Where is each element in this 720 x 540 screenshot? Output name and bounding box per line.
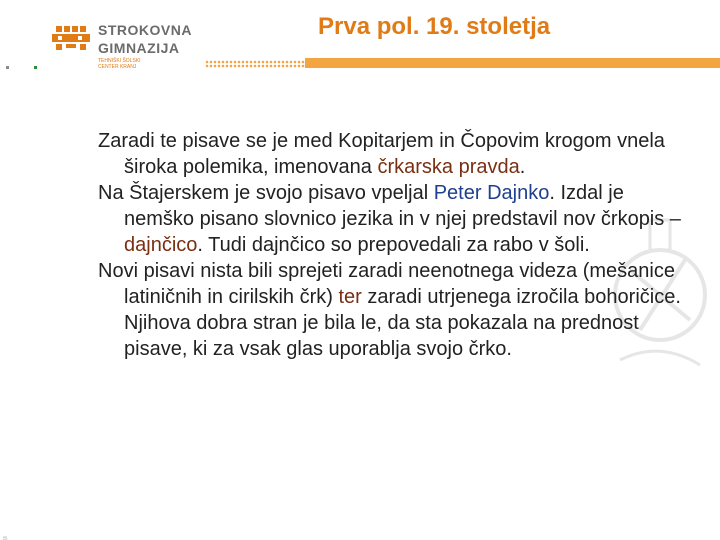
school-logo <box>50 18 210 78</box>
corner-dots-icon <box>4 64 40 72</box>
highlighted-term: črkarska pravda <box>377 156 520 178</box>
paragraph-text: Na Štajerskem je svojo pisavo vpeljal <box>98 182 434 204</box>
highlighted-term: ter <box>338 286 362 308</box>
logo-text-line1: STROKOVNA <box>98 22 192 38</box>
header-dotted-bar <box>205 60 305 68</box>
body-paragraph <box>98 128 688 180</box>
person-name: Peter Dajnko <box>433 182 550 204</box>
paragraph-text: . Izdal je nemško pisano slovnico jezika in v njej predstavil nov črkopis – <box>124 182 681 230</box>
paragraph-text: Zaradi te pisave se je med Kopitarjem in Čopovim krogom vnela široka polemika, imenovana <box>98 130 665 178</box>
header-solid-bar <box>305 58 720 68</box>
paragraph-text: Novi pisavi nista bili sprejeti zaradi neenotnega videza (mešanice latiničnih in cirilskih črk) <box>98 260 675 308</box>
paragraph-text: zaradi utrjenega izročila bohoričice. Njihova dobra stran je bila le, da sta pokazala na prednost pisave, ki za vsak glas uporablja svojo črko. <box>124 286 681 360</box>
body-paragraph <box>98 258 688 362</box>
paragraph-text: . Tudi dajnčico so prepovedali za rabo v šoli. <box>197 234 590 256</box>
logo-text-line3 <box>98 58 141 70</box>
slide-title: Prva pol. 19. stoletja <box>318 13 551 40</box>
side-copyright: © <box>2 534 8 540</box>
logo-text-line2: GIMNAZIJA <box>98 40 180 56</box>
logo-subtext-a: TEHNIŠKI ŠOLSKI <box>98 58 141 64</box>
logo-mark-icon <box>52 24 92 56</box>
slide-body <box>98 128 688 362</box>
highlighted-term: dajnčico <box>124 234 198 256</box>
paragraph-text: . <box>519 156 526 178</box>
logo-subtext-b: CENTER KRANJ <box>98 64 137 70</box>
body-paragraph <box>98 180 688 258</box>
